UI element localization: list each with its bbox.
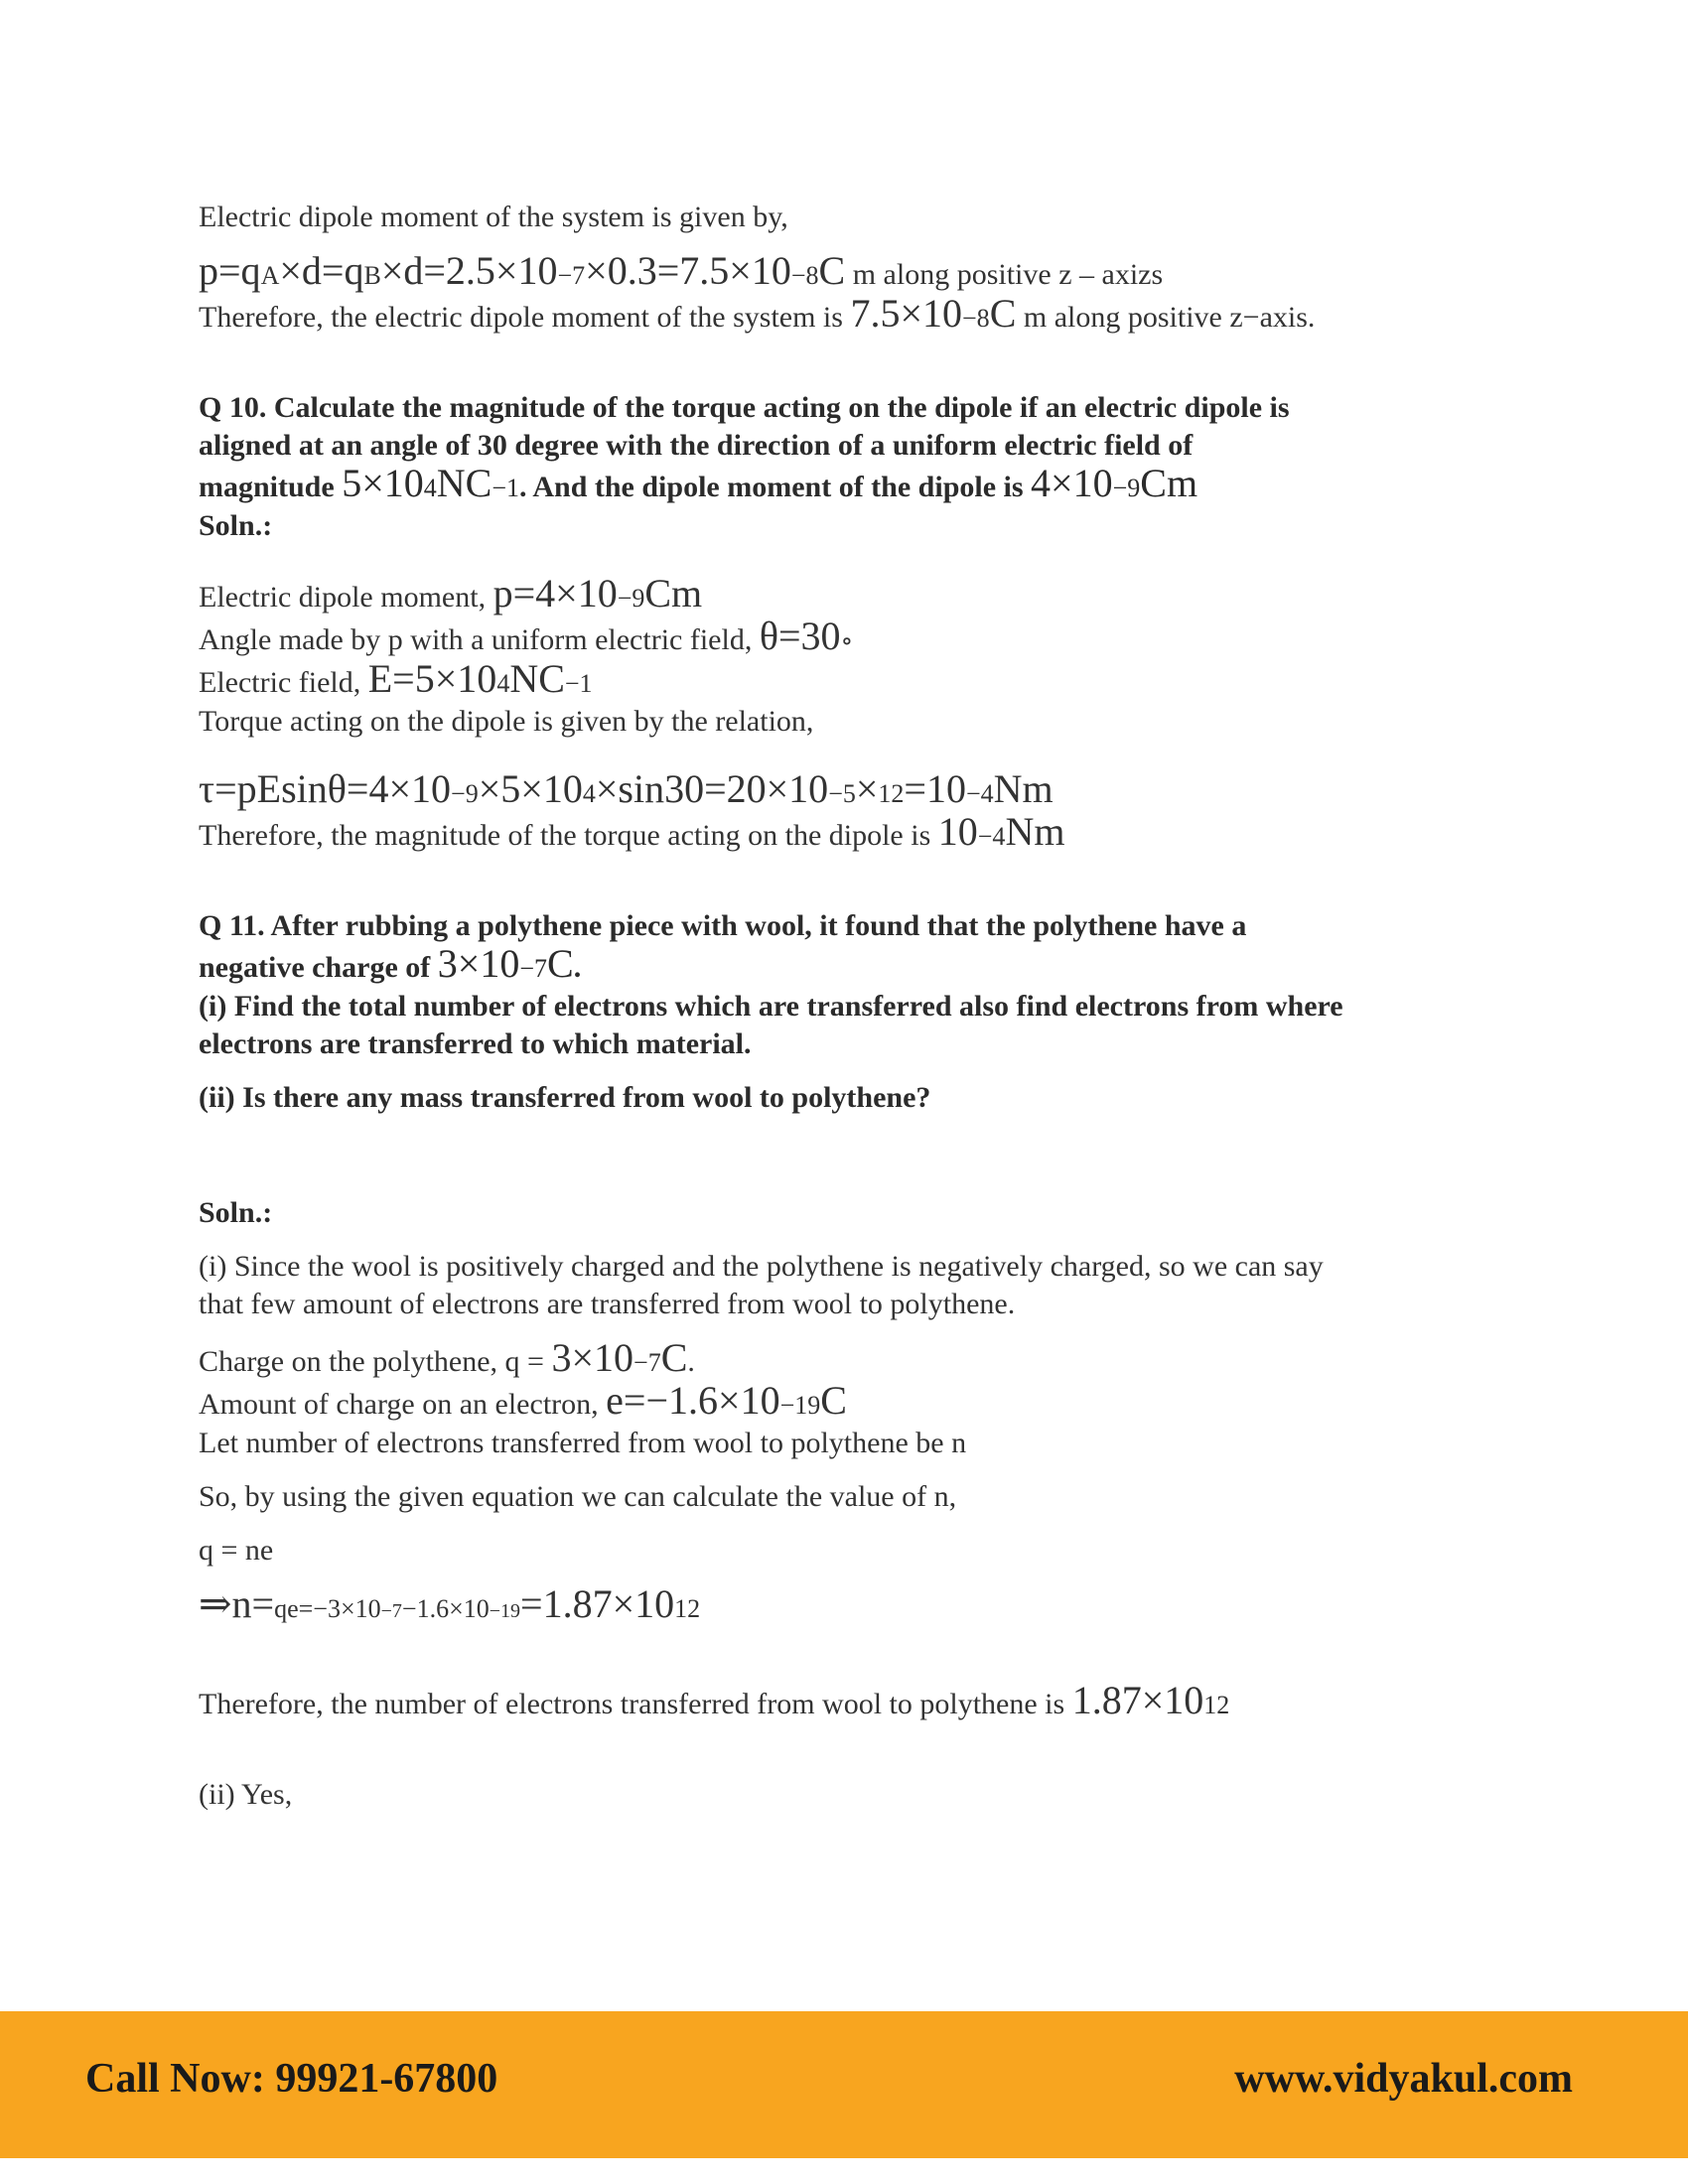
q11-heading-line-1: Q 11. After rubbing a polythene piece with wool, it found that the polythene have a: [199, 909, 1247, 942]
dipole-moment-equation: p=qA×d=qB×d=2.5×10−7×0.3=7.5×10−8C m along positive z – axizs: [199, 248, 1164, 293]
q11-conclusion: Therefore, the number of electrons transferred from wool to polythene is 1.87×1012: [199, 1678, 1230, 1722]
q11-charge: Charge on the polythene, q = 3×10−7C.: [199, 1335, 695, 1380]
q10-heading-line-2: aligned at an angle of 30 degree with the direction of a uniform electric field of: [199, 429, 1194, 462]
q11-n-equation: ⇒n=qe=−3×10−7−1.6×10−19=1.87×1012: [199, 1581, 701, 1626]
q10-relation: Torque acting on the dipole is given by the relation,: [199, 705, 814, 738]
footer-banner: [0, 2011, 1688, 2158]
q11-part-ii: (ii) Is there any mass transferred from wool to polythene?: [199, 1081, 931, 1114]
q10-heading-line-3: magnitude 5×104NC−1. And the dipole moment of the dipole is 4×10−9Cm: [199, 461, 1198, 505]
q10-conclusion: Therefore, the magnitude of the torque acting on the dipole is 10−4Nm: [199, 809, 1065, 854]
q11-q-equals-ne: q = ne: [199, 1534, 274, 1567]
q11-electron-charge: Amount of charge on an electron, e=−1.6×10−19C: [199, 1378, 847, 1423]
q10-torque-equation: τ=pEsinθ=4×10−9×5×104×sin30=20×10−5×12=10−4Nm: [199, 766, 1054, 811]
q10-angle: Angle made by p with a uniform electric field, θ=30∘: [199, 614, 854, 658]
q11-part-i-line-2: electrons are transferred to which material.: [199, 1027, 752, 1060]
q10-field: Electric field, E=5×104NC−1: [199, 656, 593, 701]
call-now-text[interactable]: Call Now: 99921-67800: [85, 2056, 498, 2102]
q11-soln-label: Soln.:: [199, 1196, 273, 1229]
q11-let: Let number of electrons transferred from wool to polythene be n: [199, 1427, 967, 1459]
website-link[interactable]: www.vidyakul.com: [1234, 2056, 1573, 2102]
q11-para-line-1: (i) Since the wool is positively charged and the polythene is negatively charged, so we can say: [199, 1250, 1324, 1283]
q11-using: So, by using the given equation we can calculate the value of n,: [199, 1480, 957, 1513]
q10-heading-line-1: Q 10. Calculate the magnitude of the torque acting on the dipole if an electric dipole is: [199, 391, 1290, 424]
q11-para-line-2: that few amount of electrons are transferred from wool to polythene.: [199, 1288, 1016, 1320]
q10-soln-label: Soln.:: [199, 509, 273, 542]
document-body: [199, 199, 1489, 1814]
q11-part-i-line-1: (i) Find the total number of electrons which are transferred also find electrons from where: [199, 990, 1343, 1023]
q11-part-ii-answer: (ii) Yes,: [199, 1778, 293, 1811]
q10-moment: Electric dipole moment, p=4×10−9Cm: [199, 571, 703, 615]
dipole-moment-conclusion: Therefore, the electric dipole moment of the system is 7.5×10−8C m along positive z−axis.: [199, 291, 1316, 336]
q11-heading-line-2: negative charge of 3×10−7C.: [199, 941, 582, 986]
intro-text: Electric dipole moment of the system is given by,: [199, 201, 788, 233]
